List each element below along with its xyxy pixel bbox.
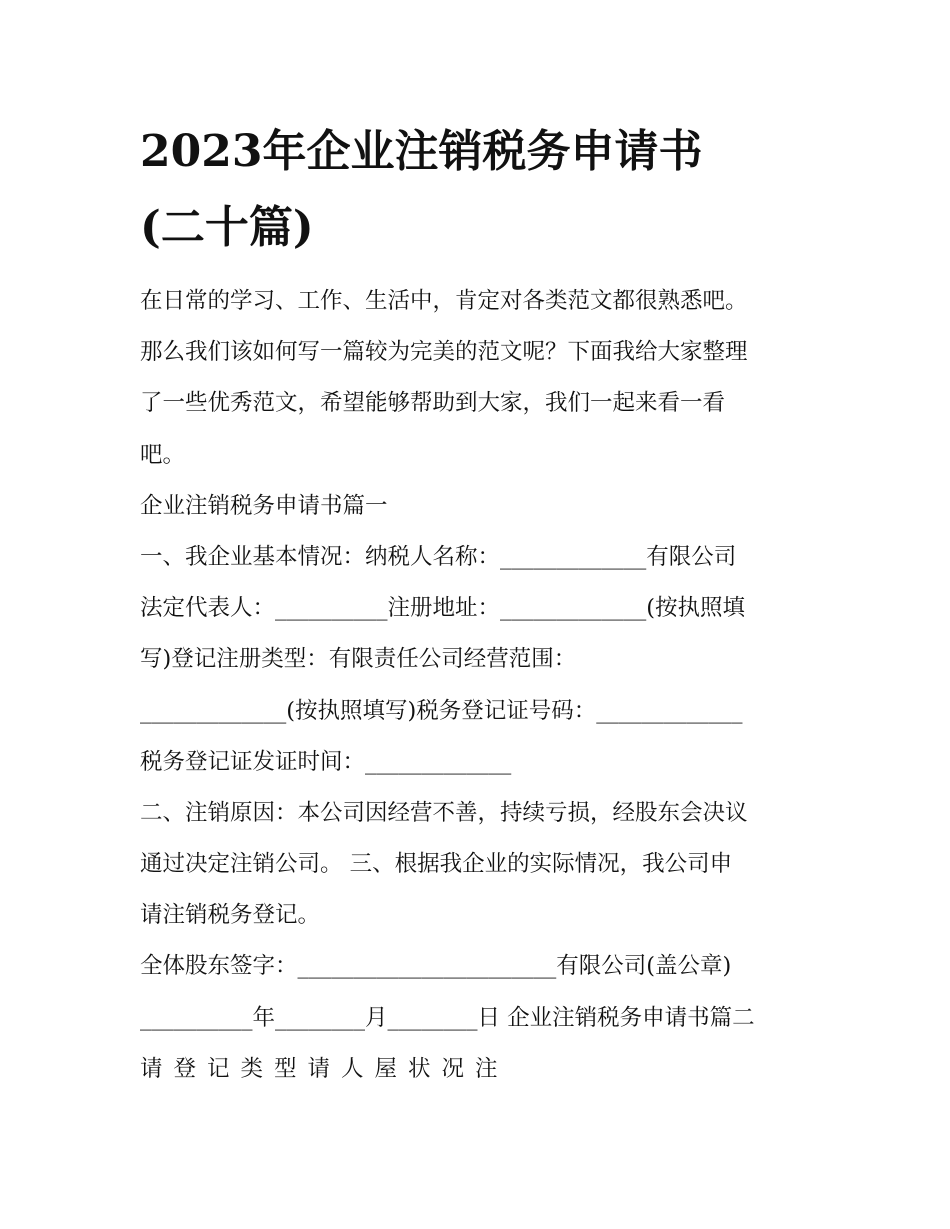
title-line: 2023年企业注销税务申请书 bbox=[140, 126, 703, 177]
paragraph-line: 二、注销原因：本公司因经营不善，持续亏损，经股东会决议 bbox=[140, 799, 748, 826]
form-line: 一、我企业基本情况：纳税人名称：_____________有限公司 bbox=[140, 543, 737, 570]
paragraph-line: 在日常的学习、工作、生活中，肯定对各类范文都很熟悉吧。 bbox=[140, 288, 748, 314]
title-line: (二十篇) bbox=[140, 202, 314, 253]
paragraph-line: 了一些优秀范文，希望能够帮助到大家，我们一起来看一看 bbox=[140, 390, 726, 417]
date-line: __________年________月________日 企业注销税务申请书篇二 bbox=[140, 1004, 755, 1031]
document-body bbox=[140, 276, 820, 1095]
paragraph-line: 通过决定注销公司。 三、根据我企业的实际情况，我公司申 bbox=[140, 851, 733, 878]
paragraph-line: 请注销税务登记。 bbox=[140, 902, 321, 929]
form-line: 税务登记证发证时间：_____________ bbox=[140, 748, 512, 775]
paragraph-line: 吧。 bbox=[140, 441, 186, 468]
form-line: 法定代表人：__________注册地址：_____________(按执照填 bbox=[140, 595, 746, 622]
form-line: 写)登记注册类型：有限责任公司经营范围： bbox=[140, 646, 577, 673]
table-header-fragment: 请登记类型请人屋状况注 bbox=[140, 1055, 509, 1082]
form-line: _____________(按执照填写)税务登记证号码：_____________ bbox=[140, 697, 743, 724]
paragraph-line: 那么我们该如何写一篇较为完美的范文呢？下面我给大家整理 bbox=[140, 339, 748, 366]
section-heading: 企业注销税务申请书篇一 bbox=[140, 492, 388, 519]
signature-line: 全体股东签字：_______________________有限公司(盖公章) bbox=[140, 953, 732, 980]
document-title bbox=[140, 114, 820, 266]
